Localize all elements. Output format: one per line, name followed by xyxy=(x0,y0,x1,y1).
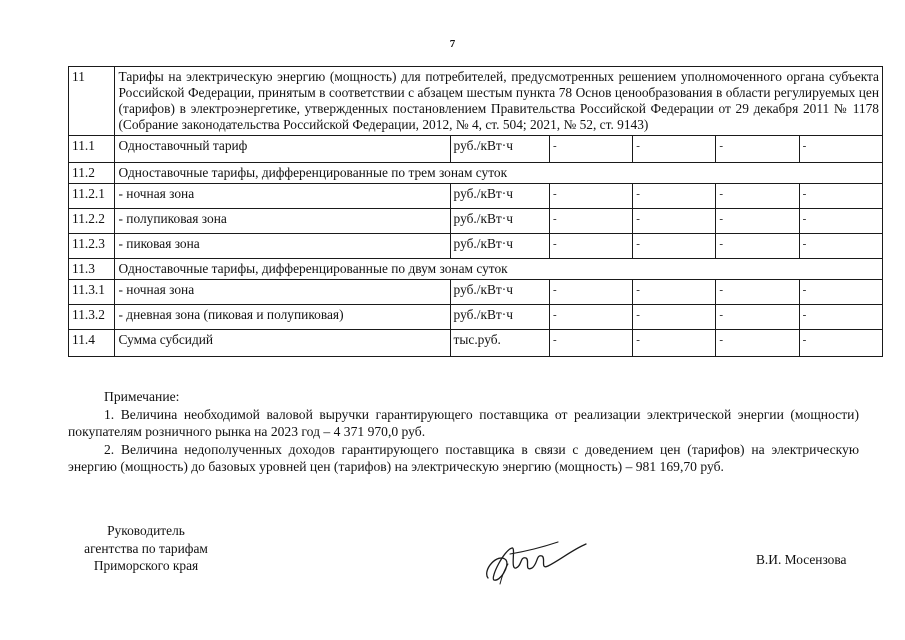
group-row xyxy=(69,163,883,184)
row-number: 11.1 xyxy=(69,136,115,163)
section-title: Тарифы на электрическую энергию (мощность) для потребителей, предусмотренных решением уполномоченного органа субъекта Российской Федерации, принятым в соответствии с абзацем шестым пункта 78 Основ ценообразования в области регулируемых цен (тарифов) в электроэнергетике, утвержденных постановлением Правительства Российской Федерации от 29 декабря 2011 № 1178 (Собрание законодательства Российской Федерации, 2012, № 4, ст. 504; 2021, № 52, ст. 9143) xyxy=(115,67,883,136)
row-value: - xyxy=(799,136,882,163)
row-value: - xyxy=(716,305,799,330)
row-number: 11.2.3 xyxy=(69,234,115,259)
group-title: Одноставочные тарифы, дифференцированные по двум зонам суток xyxy=(115,259,883,280)
row-number: 11.4 xyxy=(69,330,115,357)
row-value: - xyxy=(549,234,632,259)
group-title: Одноставочные тарифы, дифференцированные по трем зонам суток xyxy=(115,163,883,184)
row-value: - xyxy=(633,305,716,330)
row-value: - xyxy=(716,234,799,259)
note-item: 1. Величина необходимой валовой выручки гарантирующего поставщика от реализации электрической энергии (мощности) покупателям розничного рынка на 2023 год – 4 371 970,0 руб. xyxy=(68,406,859,439)
row-name: Одноставочный тариф xyxy=(115,136,450,163)
row-value: - xyxy=(633,136,716,163)
row-number: 11.2 xyxy=(69,163,115,184)
row-unit: руб./кВт·ч xyxy=(450,280,549,305)
row-value: - xyxy=(633,280,716,305)
row-value: - xyxy=(716,209,799,234)
row-value: - xyxy=(799,234,882,259)
row-unit: тыс.руб. xyxy=(450,330,549,357)
tariff-table xyxy=(68,66,883,357)
row-value: - xyxy=(716,136,799,163)
table-row xyxy=(69,330,883,357)
row-unit: руб./кВт·ч xyxy=(450,305,549,330)
row-number: 11.3.1 xyxy=(69,280,115,305)
notes-title: Примечание: xyxy=(104,389,180,404)
handwritten-signature xyxy=(480,530,590,590)
row-value: - xyxy=(633,184,716,209)
group-row xyxy=(69,259,883,280)
row-unit: руб./кВт·ч xyxy=(450,209,549,234)
row-value: - xyxy=(716,330,799,357)
table-row xyxy=(69,184,883,209)
row-value: - xyxy=(716,280,799,305)
note-item: 2. Величина недополученных доходов гарантирующего поставщика в связи с доведением цен (тарифов) на электрическую энергию (мощность) до базовых уровней цен (тарифов) на электрическую энергию (мощность) – 981 169,70 руб. xyxy=(68,441,859,474)
position-line: агентства по тарифам xyxy=(84,540,208,556)
row-name: - полупиковая зона xyxy=(115,209,450,234)
row-value: - xyxy=(549,184,632,209)
position-line: Приморского края xyxy=(93,558,199,573)
row-name: - пиковая зона xyxy=(115,234,450,259)
row-number: 11.3.2 xyxy=(69,305,115,330)
row-value: - xyxy=(549,330,632,357)
row-value: - xyxy=(633,234,716,259)
row-name: Сумма субсидий xyxy=(115,330,450,357)
page-number: 7 xyxy=(449,38,456,50)
row-name: - дневная зона (пиковая и полупиковая) xyxy=(115,305,450,330)
row-value: - xyxy=(549,136,632,163)
row-unit: руб./кВт·ч xyxy=(450,234,549,259)
row-number: 11.3 xyxy=(69,259,115,280)
signer-name: В.И. Мосензова xyxy=(756,552,847,567)
row-number: 11.2.2 xyxy=(69,209,115,234)
section-row xyxy=(69,67,883,136)
row-value: - xyxy=(799,184,882,209)
row-unit: руб./кВт·ч xyxy=(450,136,549,163)
table-row xyxy=(69,305,883,330)
row-value: - xyxy=(799,305,882,330)
table-row xyxy=(69,209,883,234)
row-value: - xyxy=(549,305,632,330)
row-value: - xyxy=(549,209,632,234)
row-value: - xyxy=(799,280,882,305)
table-row xyxy=(69,136,883,163)
signatory-position xyxy=(60,522,232,575)
row-value: - xyxy=(799,330,882,357)
row-value: - xyxy=(549,280,632,305)
section-number: 11 xyxy=(69,67,115,136)
notes-section xyxy=(68,388,859,476)
row-value: - xyxy=(799,209,882,234)
row-value: - xyxy=(633,330,716,357)
row-name: - ночная зона xyxy=(115,184,450,209)
table-row xyxy=(69,280,883,305)
row-name: - ночная зона xyxy=(115,280,450,305)
row-unit: руб./кВт·ч xyxy=(450,184,549,209)
row-number: 11.2.1 xyxy=(69,184,115,209)
position-line: Руководитель xyxy=(107,523,185,538)
row-value: - xyxy=(633,209,716,234)
table-row xyxy=(69,234,883,259)
row-value: - xyxy=(716,184,799,209)
